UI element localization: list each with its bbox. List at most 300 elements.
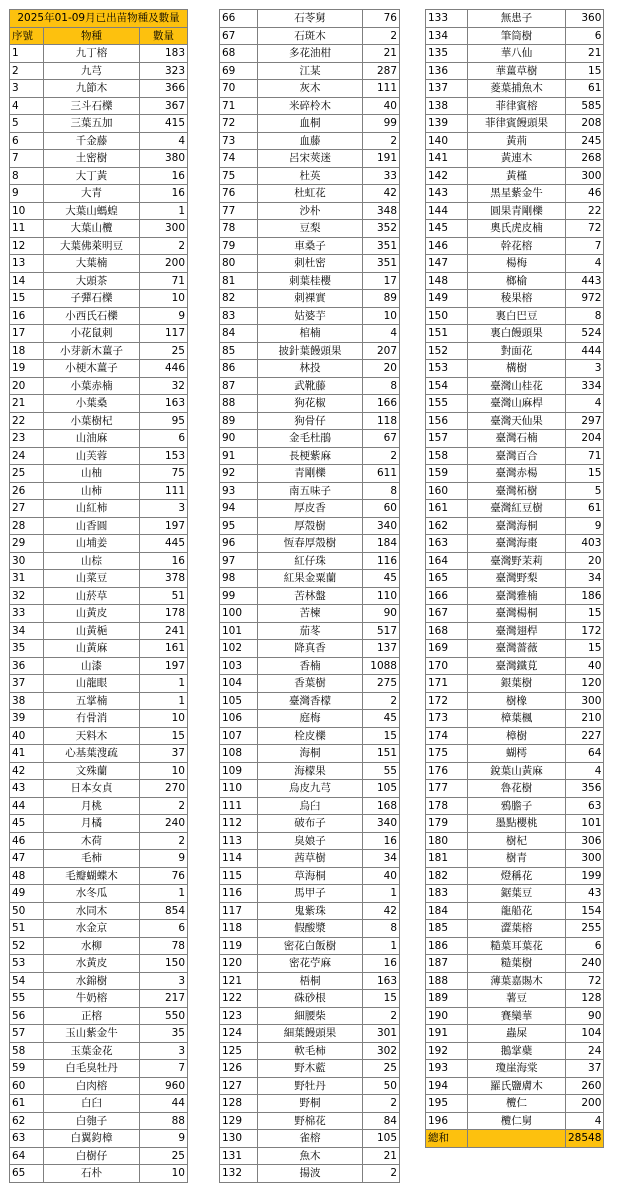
table-row	[426, 937, 604, 955]
quantity: 2	[363, 1007, 400, 1025]
row-number: 85	[220, 342, 258, 360]
quantity: 99	[363, 115, 400, 133]
quantity: 17	[363, 272, 400, 290]
table-row	[426, 587, 604, 605]
quantity: 300	[566, 167, 604, 185]
table-row	[10, 272, 188, 290]
row-number: 46	[10, 832, 44, 850]
table-row	[10, 1042, 188, 1060]
species-name: 臺灣海桐	[468, 517, 566, 535]
species-name: 草海桐	[258, 867, 363, 885]
quantity: 8	[363, 920, 400, 938]
table-row	[10, 202, 188, 220]
species-name: 厚殼樹	[258, 517, 363, 535]
species-name: 對面花	[468, 342, 566, 360]
table-row	[10, 482, 188, 500]
table-row	[426, 10, 604, 28]
species-name: 硃砂根	[258, 990, 363, 1008]
species-name: 大葉山欖	[44, 220, 140, 238]
table-row	[10, 920, 188, 938]
row-number: 89	[220, 412, 258, 430]
species-name: 山埔姜	[44, 535, 140, 553]
row-number: 105	[220, 692, 258, 710]
row-number: 57	[10, 1025, 44, 1043]
row-number: 128	[220, 1095, 258, 1113]
row-number: 150	[426, 307, 468, 325]
row-number: 60	[10, 1077, 44, 1095]
species-name: 白樹仔	[44, 1147, 140, 1165]
table-row	[220, 1042, 400, 1060]
row-number: 38	[10, 692, 44, 710]
table-row	[426, 62, 604, 80]
quantity: 200	[566, 1095, 604, 1113]
row-number: 63	[10, 1130, 44, 1148]
total-value: 28548	[566, 1130, 604, 1148]
row-number: 115	[220, 867, 258, 885]
table-row	[426, 657, 604, 675]
species-name: 大丁黃	[44, 167, 140, 185]
quantity: 351	[363, 255, 400, 273]
table-row	[10, 430, 188, 448]
quantity: 163	[363, 972, 400, 990]
table-row	[426, 885, 604, 903]
row-number: 13	[10, 255, 44, 273]
table-row	[220, 150, 400, 168]
row-number: 74	[220, 150, 258, 168]
species-name: 山棕	[44, 552, 140, 570]
species-name: 日本女貞	[44, 780, 140, 798]
table-row	[426, 255, 604, 273]
species-name: 山菸草	[44, 587, 140, 605]
quantity: 191	[363, 150, 400, 168]
row-number: 138	[426, 97, 468, 115]
quantity: 25	[363, 1060, 400, 1078]
species-name: 野桐	[258, 1095, 363, 1113]
quantity: 21	[566, 45, 604, 63]
row-number: 187	[426, 955, 468, 973]
quantity: 360	[566, 10, 604, 28]
species-name: 魚木	[258, 1147, 363, 1165]
table-row	[220, 535, 400, 553]
quantity: 88	[140, 1112, 188, 1130]
row-number: 169	[426, 640, 468, 658]
species-name: 九芎	[44, 62, 140, 80]
table-row	[10, 675, 188, 693]
table-row	[426, 832, 604, 850]
species-name: 臺灣翅桿	[468, 622, 566, 640]
quantity: 120	[566, 675, 604, 693]
row-number: 92	[220, 465, 258, 483]
species-name: 黃槿	[468, 167, 566, 185]
row-number: 8	[10, 167, 44, 185]
row-number: 179	[426, 815, 468, 833]
table-row	[10, 587, 188, 605]
table-row	[10, 1095, 188, 1113]
quantity: 854	[140, 902, 188, 920]
row-number: 103	[220, 657, 258, 675]
species-name: 樹橡	[468, 692, 566, 710]
quantity: 6	[566, 937, 604, 955]
quantity: 9	[140, 1130, 188, 1148]
quantity: 168	[363, 797, 400, 815]
row-number: 182	[426, 867, 468, 885]
row-number: 171	[426, 675, 468, 693]
row-number: 137	[426, 80, 468, 98]
row-number: 140	[426, 132, 468, 150]
table-row	[426, 797, 604, 815]
species-name: 小芽新木薑子	[44, 342, 140, 360]
table-row	[220, 342, 400, 360]
table-column-3	[425, 9, 604, 1148]
row-number: 15	[10, 290, 44, 308]
row-number: 45	[10, 815, 44, 833]
row-number: 11	[10, 220, 44, 238]
species-name: 山柚	[44, 465, 140, 483]
table-row	[426, 482, 604, 500]
quantity: 4	[566, 255, 604, 273]
row-number: 48	[10, 867, 44, 885]
species-name: 白臼	[44, 1095, 140, 1113]
table-row	[10, 1112, 188, 1130]
quantity: 172	[566, 622, 604, 640]
row-number: 62	[10, 1112, 44, 1130]
species-name: 菲律賓饅頭果	[468, 115, 566, 133]
quantity: 1	[363, 937, 400, 955]
quantity: 183	[140, 45, 188, 63]
quantity: 110	[363, 587, 400, 605]
row-number: 134	[426, 27, 468, 45]
table-row	[220, 27, 400, 45]
table-row	[10, 832, 188, 850]
row-number: 107	[220, 727, 258, 745]
table-row	[10, 307, 188, 325]
table-row	[220, 45, 400, 63]
table-row	[10, 570, 188, 588]
quantity: 2	[363, 692, 400, 710]
species-name: 九丁榕	[44, 45, 140, 63]
row-number: 55	[10, 990, 44, 1008]
species-name: 無患子	[468, 10, 566, 28]
quantity: 275	[363, 675, 400, 693]
quantity: 210	[566, 710, 604, 728]
table-row	[426, 605, 604, 623]
species-name: 黑星紫金牛	[468, 185, 566, 203]
species-name: 樟樹	[468, 727, 566, 745]
quantity: 2	[363, 1165, 400, 1183]
quantity: 71	[140, 272, 188, 290]
species-name: 三斗石櫟	[44, 97, 140, 115]
quantity: 3	[566, 360, 604, 378]
quantity: 446	[140, 360, 188, 378]
table-row	[426, 675, 604, 693]
row-number: 100	[220, 605, 258, 623]
row-number: 69	[220, 62, 258, 80]
row-number: 155	[426, 395, 468, 413]
quantity: 585	[566, 97, 604, 115]
table-row	[10, 27, 188, 45]
quantity: 72	[566, 972, 604, 990]
species-name: 密花白飯樹	[258, 937, 363, 955]
table-row	[220, 465, 400, 483]
quantity: 15	[566, 640, 604, 658]
table-row	[10, 1165, 188, 1183]
table-row	[426, 1025, 604, 1043]
row-number: 145	[426, 220, 468, 238]
species-name: 香葉樹	[258, 675, 363, 693]
row-number: 64	[10, 1147, 44, 1165]
species-name: 大葉楠	[44, 255, 140, 273]
table-row	[10, 185, 188, 203]
row-number: 18	[10, 342, 44, 360]
quantity: 101	[566, 815, 604, 833]
species-name: 臺灣赤楊	[468, 465, 566, 483]
row-number: 186	[426, 937, 468, 955]
species-name: 山菜豆	[44, 570, 140, 588]
quantity: 2	[140, 832, 188, 850]
species-name: 冇骨消	[44, 710, 140, 728]
row-number: 10	[10, 202, 44, 220]
table-row	[220, 500, 400, 518]
quantity: 240	[140, 815, 188, 833]
species-name: 欖仁舅	[468, 1112, 566, 1130]
table-row	[220, 605, 400, 623]
quantity: 42	[363, 902, 400, 920]
quantity: 340	[363, 815, 400, 833]
row-number: 59	[10, 1060, 44, 1078]
table-row	[220, 587, 400, 605]
row-number: 66	[220, 10, 258, 28]
quantity: 61	[566, 500, 604, 518]
row-number: 163	[426, 535, 468, 553]
species-name: 臺灣雅楠	[468, 587, 566, 605]
quantity: 90	[363, 605, 400, 623]
quantity: 16	[363, 832, 400, 850]
quantity: 297	[566, 412, 604, 430]
row-number: 72	[220, 115, 258, 133]
quantity: 403	[566, 535, 604, 553]
row-number: 26	[10, 482, 44, 500]
quantity: 35	[140, 1025, 188, 1043]
row-number: 190	[426, 1007, 468, 1025]
table-row	[10, 692, 188, 710]
quantity: 45	[363, 570, 400, 588]
row-number: 130	[220, 1130, 258, 1148]
species-name: 山龍眼	[44, 675, 140, 693]
species-name: 山黃梔	[44, 622, 140, 640]
table-row	[426, 1060, 604, 1078]
row-number: 80	[220, 255, 258, 273]
row-number: 144	[426, 202, 468, 220]
row-number: 23	[10, 430, 44, 448]
quantity: 334	[566, 377, 604, 395]
species-name: 正榕	[44, 1007, 140, 1025]
row-number: 125	[220, 1042, 258, 1060]
header-qty: 數量	[140, 27, 188, 45]
quantity: 10	[140, 710, 188, 728]
species-name: 魯花樹	[468, 780, 566, 798]
table-row	[220, 850, 400, 868]
row-number: 93	[220, 482, 258, 500]
row-number: 54	[10, 972, 44, 990]
table-row	[10, 762, 188, 780]
table-row	[10, 990, 188, 1008]
species-name: 臺灣香檬	[258, 692, 363, 710]
row-number: 2	[10, 62, 44, 80]
table-row	[426, 1007, 604, 1025]
table-row	[220, 657, 400, 675]
species-name: 月桃	[44, 797, 140, 815]
row-number: 77	[220, 202, 258, 220]
table-row	[220, 762, 400, 780]
species-name: 茄苳	[258, 622, 363, 640]
quantity: 116	[363, 552, 400, 570]
table-row	[426, 115, 604, 133]
quantity: 1	[140, 692, 188, 710]
quantity: 2	[140, 237, 188, 255]
table-row	[220, 867, 400, 885]
table-row	[10, 850, 188, 868]
row-number: 98	[220, 570, 258, 588]
species-name: 石苓舅	[258, 10, 363, 28]
species-name: 沙朴	[258, 202, 363, 220]
table-row	[220, 290, 400, 308]
species-name: 金毛杜鵑	[258, 430, 363, 448]
table-row	[426, 185, 604, 203]
quantity: 50	[363, 1077, 400, 1095]
species-name: 細腰柴	[258, 1007, 363, 1025]
table-row	[220, 167, 400, 185]
table-row	[220, 1060, 400, 1078]
species-name: 鴉膽子	[468, 797, 566, 815]
quantity: 197	[140, 517, 188, 535]
species-name: 山黃麻	[44, 640, 140, 658]
species-name: 牛奶榕	[44, 990, 140, 1008]
quantity: 67	[363, 430, 400, 448]
table-row	[426, 990, 604, 1008]
species-name: 臭娘子	[258, 832, 363, 850]
table-row	[10, 937, 188, 955]
species-name: 長梗紫麻	[258, 447, 363, 465]
species-name: 澀葉榕	[468, 920, 566, 938]
table-row	[10, 552, 188, 570]
quantity: 443	[566, 272, 604, 290]
row-number: 157	[426, 430, 468, 448]
table-row	[10, 885, 188, 903]
species-name: 血藤	[258, 132, 363, 150]
table-row	[10, 640, 188, 658]
table-row	[220, 237, 400, 255]
quantity: 22	[566, 202, 604, 220]
species-name: 白肉榕	[44, 1077, 140, 1095]
quantity: 37	[140, 745, 188, 763]
table-row	[220, 902, 400, 920]
species-name: 刺葉桂櫻	[258, 272, 363, 290]
species-name: 月橘	[44, 815, 140, 833]
species-name: 糙葉耳葉花	[468, 937, 566, 955]
row-number: 106	[220, 710, 258, 728]
quantity: 24	[566, 1042, 604, 1060]
quantity: 323	[140, 62, 188, 80]
table-row	[220, 360, 400, 378]
table-row	[426, 290, 604, 308]
quantity: 104	[566, 1025, 604, 1043]
row-number: 192	[426, 1042, 468, 1060]
table-row	[426, 1042, 604, 1060]
row-number: 147	[426, 255, 468, 273]
species-name: 大青	[44, 185, 140, 203]
row-number: 88	[220, 395, 258, 413]
table-row	[220, 97, 400, 115]
row-number: 68	[220, 45, 258, 63]
table-row	[220, 1130, 400, 1148]
species-name: 披針葉饅頭果	[258, 342, 363, 360]
quantity: 2	[363, 447, 400, 465]
species-name: 密花苧麻	[258, 955, 363, 973]
species-name: 米碎柃木	[258, 97, 363, 115]
row-number: 177	[426, 780, 468, 798]
table-row	[220, 62, 400, 80]
species-name: 銳葉山黃麻	[468, 762, 566, 780]
quantity: 16	[140, 552, 188, 570]
quantity: 154	[566, 902, 604, 920]
quantity: 184	[363, 535, 400, 553]
quantity: 151	[363, 745, 400, 763]
quantity: 348	[363, 202, 400, 220]
species-name: 栓皮櫟	[258, 727, 363, 745]
row-number: 41	[10, 745, 44, 763]
table-row	[10, 815, 188, 833]
table-row	[220, 780, 400, 798]
table-row	[220, 955, 400, 973]
table-row	[10, 80, 188, 98]
species-name: 山香圓	[44, 517, 140, 535]
species-name: 三葉五加	[44, 115, 140, 133]
species-name: 白匏子	[44, 1112, 140, 1130]
row-number: 181	[426, 850, 468, 868]
row-number: 24	[10, 447, 44, 465]
species-name: 奧氏虎皮楠	[468, 220, 566, 238]
table-row	[426, 727, 604, 745]
table-row	[10, 360, 188, 378]
quantity: 61	[566, 80, 604, 98]
quantity: 34	[363, 850, 400, 868]
species-name: 賽欒華	[468, 1007, 566, 1025]
table-row	[426, 517, 604, 535]
row-number: 195	[426, 1095, 468, 1113]
table-row	[220, 832, 400, 850]
table-row	[10, 290, 188, 308]
table-row	[426, 80, 604, 98]
quantity: 287	[363, 62, 400, 80]
row-number: 12	[10, 237, 44, 255]
quantity: 95	[140, 412, 188, 430]
species-name: 血桐	[258, 115, 363, 133]
row-number: 97	[220, 552, 258, 570]
table-row	[10, 220, 188, 238]
species-name: 山黃皮	[44, 605, 140, 623]
species-name: 樹杞	[468, 832, 566, 850]
species-name: 臺灣石楠	[468, 430, 566, 448]
row-number: 30	[10, 552, 44, 570]
table-row	[10, 622, 188, 640]
species-name: 庭梅	[258, 710, 363, 728]
table-row	[426, 307, 604, 325]
row-number: 196	[426, 1112, 468, 1130]
table-row	[426, 622, 604, 640]
species-name: 糙葉樹	[468, 955, 566, 973]
quantity: 9	[140, 850, 188, 868]
table-row	[10, 535, 188, 553]
